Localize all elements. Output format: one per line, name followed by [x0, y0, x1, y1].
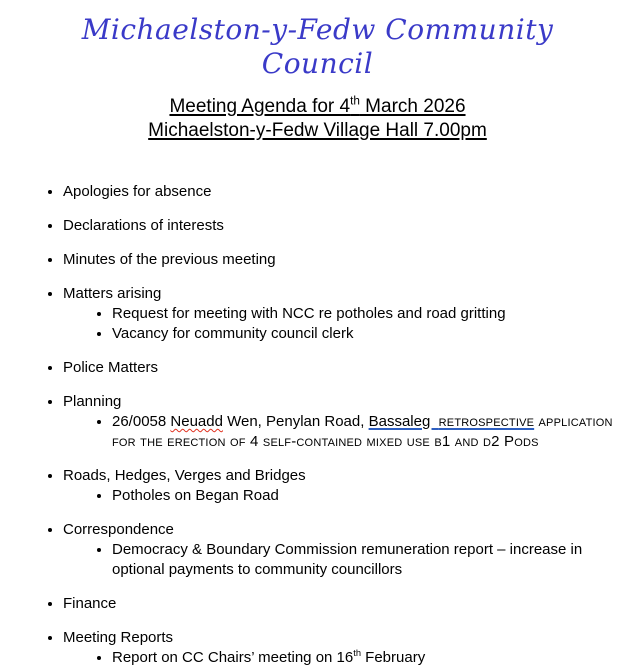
agenda-subitem-remuneration-report — [112, 540, 613, 580]
agenda-item-meeting-reports — [63, 628, 613, 668]
agenda-item-label: Declarations of interests — [63, 217, 224, 234]
heading-date-ordinal: th — [350, 94, 360, 108]
agenda-item-correspondence — [63, 520, 613, 580]
agenda-item-label: Correspondence — [63, 521, 174, 538]
report-date-ordinal: th — [353, 648, 361, 658]
planning-underlined-segment — [369, 413, 535, 430]
agenda-sublist-meeting-reports — [63, 648, 613, 668]
planning-retrospective: retrospective — [438, 413, 535, 430]
agenda-sublist-roads — [63, 486, 613, 506]
agenda-item-label: Apologies for absence — [63, 183, 212, 200]
heading-date-pre: Meeting Agenda for 4 — [169, 96, 351, 117]
agenda-subitem-ncc-meeting — [112, 304, 613, 324]
document-title: Michaelston-y-Fedw Community Council — [81, 13, 554, 80]
planning-address: Wen, Penylan Road, — [222, 413, 369, 430]
agenda-item-police-matters — [63, 358, 613, 378]
heading-date-post: March 2026 — [359, 96, 466, 117]
meeting-heading — [22, 95, 613, 142]
agenda-item-label: Meeting Reports — [63, 629, 174, 646]
agenda-item-planning — [63, 392, 613, 452]
heading-line-venue-time — [22, 119, 613, 143]
agenda-item-finance — [63, 594, 613, 614]
agenda-sublist-planning — [63, 412, 613, 452]
agenda-item-declarations — [63, 216, 613, 236]
agenda-subitem-potholes — [112, 486, 613, 506]
planning-place: Bassaleg — [368, 413, 439, 430]
planning-description: application for the erection of 4 self-contained mixed use b1 and d2 Pods — [112, 413, 613, 450]
agenda-subitem-cc-chairs-report — [112, 648, 613, 668]
agenda-item-label: Finance — [63, 595, 117, 612]
agenda-subitem-label: Request for meeting with NCC re potholes and road gritting — [112, 305, 506, 322]
agenda-subitem-clerk-vacancy — [112, 324, 613, 344]
agenda-list — [22, 182, 613, 668]
planning-ref: 26/0058 — [112, 413, 171, 430]
agenda-item-label: Planning — [63, 393, 122, 410]
misspelled-word: Neuadd — [170, 413, 223, 430]
agenda-item-label: Minutes of the previous meeting — [63, 251, 276, 268]
agenda-subitem-label: Democracy & Boundary Commission remuneration report – increase in optional payments to community councillors — [112, 541, 583, 578]
agenda-item-roads-hedges — [63, 466, 613, 506]
report-pre: Report on CC Chairs’ meeting on 16 — [112, 649, 354, 666]
heading-venue-text: Michaelston-y-Fedw Village Hall 7.00pm — [148, 119, 487, 141]
agenda-item-label: Police Matters — [63, 359, 159, 376]
agenda-item-apologies — [63, 182, 613, 202]
agenda-sublist-matters-arising — [63, 304, 613, 344]
agenda-subitem-label: Vacancy for community council clerk — [112, 325, 354, 342]
heading-line-agenda-date — [22, 95, 613, 119]
report-post: February — [361, 649, 426, 666]
agenda-subitem-label: Potholes on Began Road — [112, 487, 279, 504]
agenda-item-minutes — [63, 250, 613, 270]
agenda-item-label: Roads, Hedges, Verges and Bridges — [63, 467, 306, 484]
agenda-item-label: Matters arising — [63, 285, 162, 302]
agenda-item-matters-arising — [63, 284, 613, 344]
agenda-subitem-planning-application — [112, 412, 613, 452]
agenda-sublist-correspondence — [63, 540, 613, 580]
